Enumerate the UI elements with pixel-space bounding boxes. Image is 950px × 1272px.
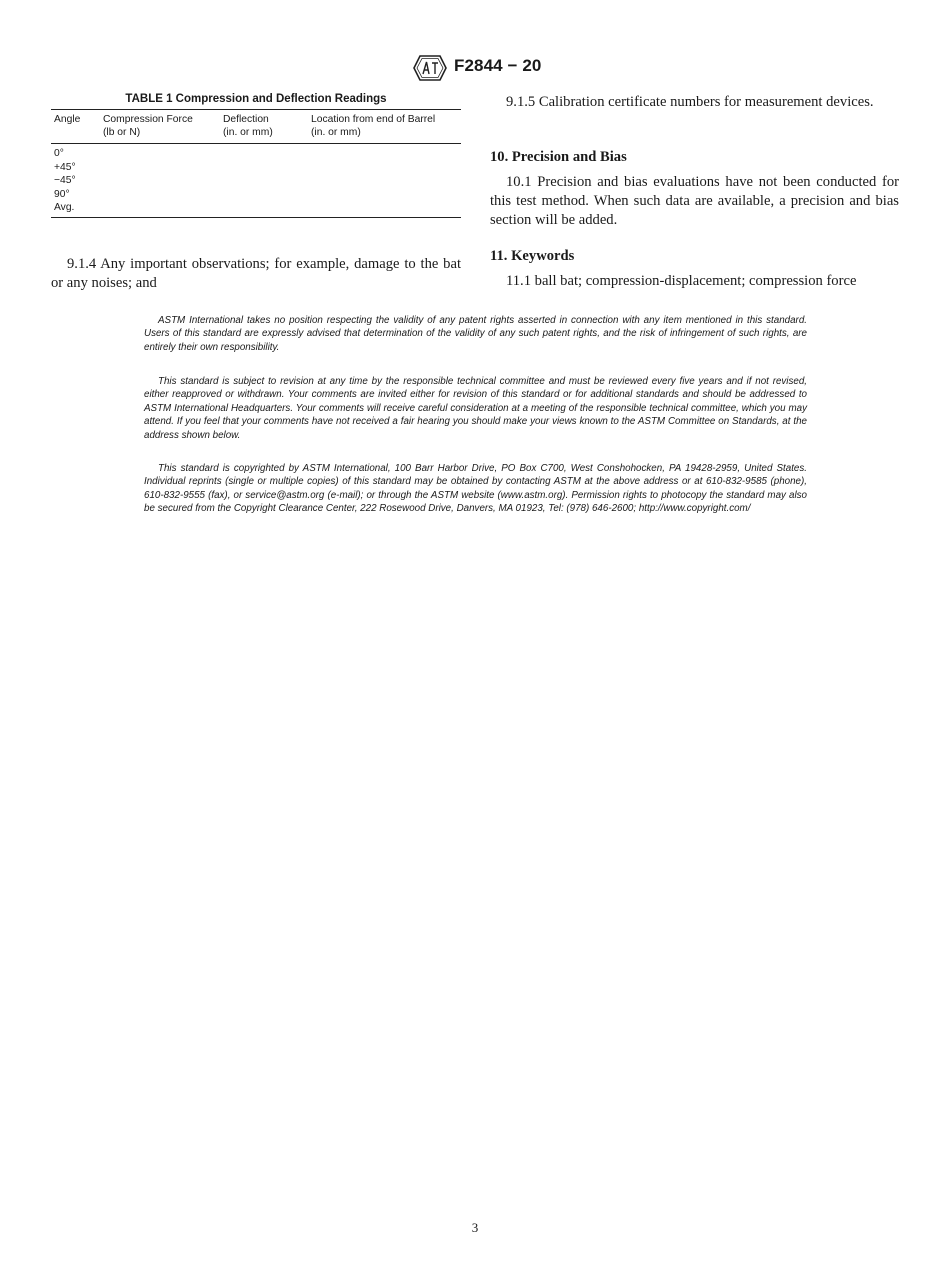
section-heading-precision-bias: 10. Precision and Bias [490,149,627,165]
angle-cell: 0° [54,148,64,159]
left-column [51,93,461,218]
column-header-angle [51,110,100,144]
column-header-unit: (lb or N) [103,127,141,138]
column-header-line: Location from end of Barrel [311,114,436,125]
angle-cell: +45° [54,161,76,173]
revision-notice-text: This standard is subject to revision at any time by the responsible technical committee and must be reviewed every five years and if not revised, either reapproved or withdrawn. Your comments are invited either for revision of this standard or for additional standards and should be addressed to ASTM International Headquarters. Your comments will receive careful consideration at a meeting of the responsible technical committee, which you may attend. If you feel that your comments have not received a fair hearing you should make your views known to the ASTM Committee on Standards, at the address shown below. [144,376,807,441]
table-row [51,161,461,175]
table-title: TABLE 1 Compression and Deflection Readings [125,93,387,105]
table-row [51,174,461,188]
table-row [51,144,461,161]
table-row [51,188,461,202]
readings-table [51,109,461,218]
angle-cell: Avg. [51,201,100,217]
table-row [51,201,461,217]
column-header-unit: (in. or mm) [311,127,361,138]
column-header-unit: (in. or mm) [223,127,273,138]
column-header-line: Compression Force [103,114,193,125]
copyright-notice-text: This standard is copyrighted by ASTM International, 100 Barr Harbor Drive, PO Box C700, West Conshohocken, PA 19428-2959, United States. Individual reprints (single or multiple copies) of this standard may be obtained by contacting ASTM at the above address or at 610-832-9585 (phone), 610-832-9555 (fax), or service@astm.org (e-mail); or through the ASTM website (www.astm.org). Permission rights to photocopy the standard may also be secured from the Copyright Clearance Center, 222 Rosewood Drive, Danvers, MA 01923, Tel: (978) 646-2600; http://www.copyright.com/ [144,463,807,515]
patent-notice-text: ASTM International takes no position respecting the validity of any patent rights asserted in connection with any item mentioned in this standard. Users of this standard are expressly advised that determination of the validity of any such patent rights, and the risk of infringement of such rights, are entirely their own responsibility. [144,315,807,353]
angle-cell: 90° [54,188,70,200]
section-heading-keywords: 11. Keywords [490,248,575,264]
paragraph-10-1: 10.1 Precision and bias evaluations have not been conducted for this test method. When such data are available, a precision and bias section will be added. [490,174,899,228]
paragraph-9-1-4: 9.1.4 Any important observations; for example, damage to the bat or any noises; and [51,256,461,291]
standard-designation: F2844 − 20 [454,56,542,75]
paragraph-11-1: 11.1 ball bat; compression-displacement; compression force [506,273,857,289]
angle-cell: −45° [54,175,76,186]
patent-notice [144,314,807,354]
table-header-row [51,110,461,144]
column-header-location [308,110,461,144]
copyright-notice [144,462,807,516]
astm-logo-icon [410,52,450,84]
paragraph-9-1-5: 9.1.5 Calibration certificate numbers for measurement devices. [506,94,874,110]
column-header-line: Angle [54,114,81,125]
page-header [0,52,950,86]
column-header-compression-force [100,110,220,144]
page-number: 3 [471,1220,479,1235]
column-header-line: Deflection [223,114,269,125]
revision-notice [144,375,807,442]
column-header-deflection [220,110,308,144]
